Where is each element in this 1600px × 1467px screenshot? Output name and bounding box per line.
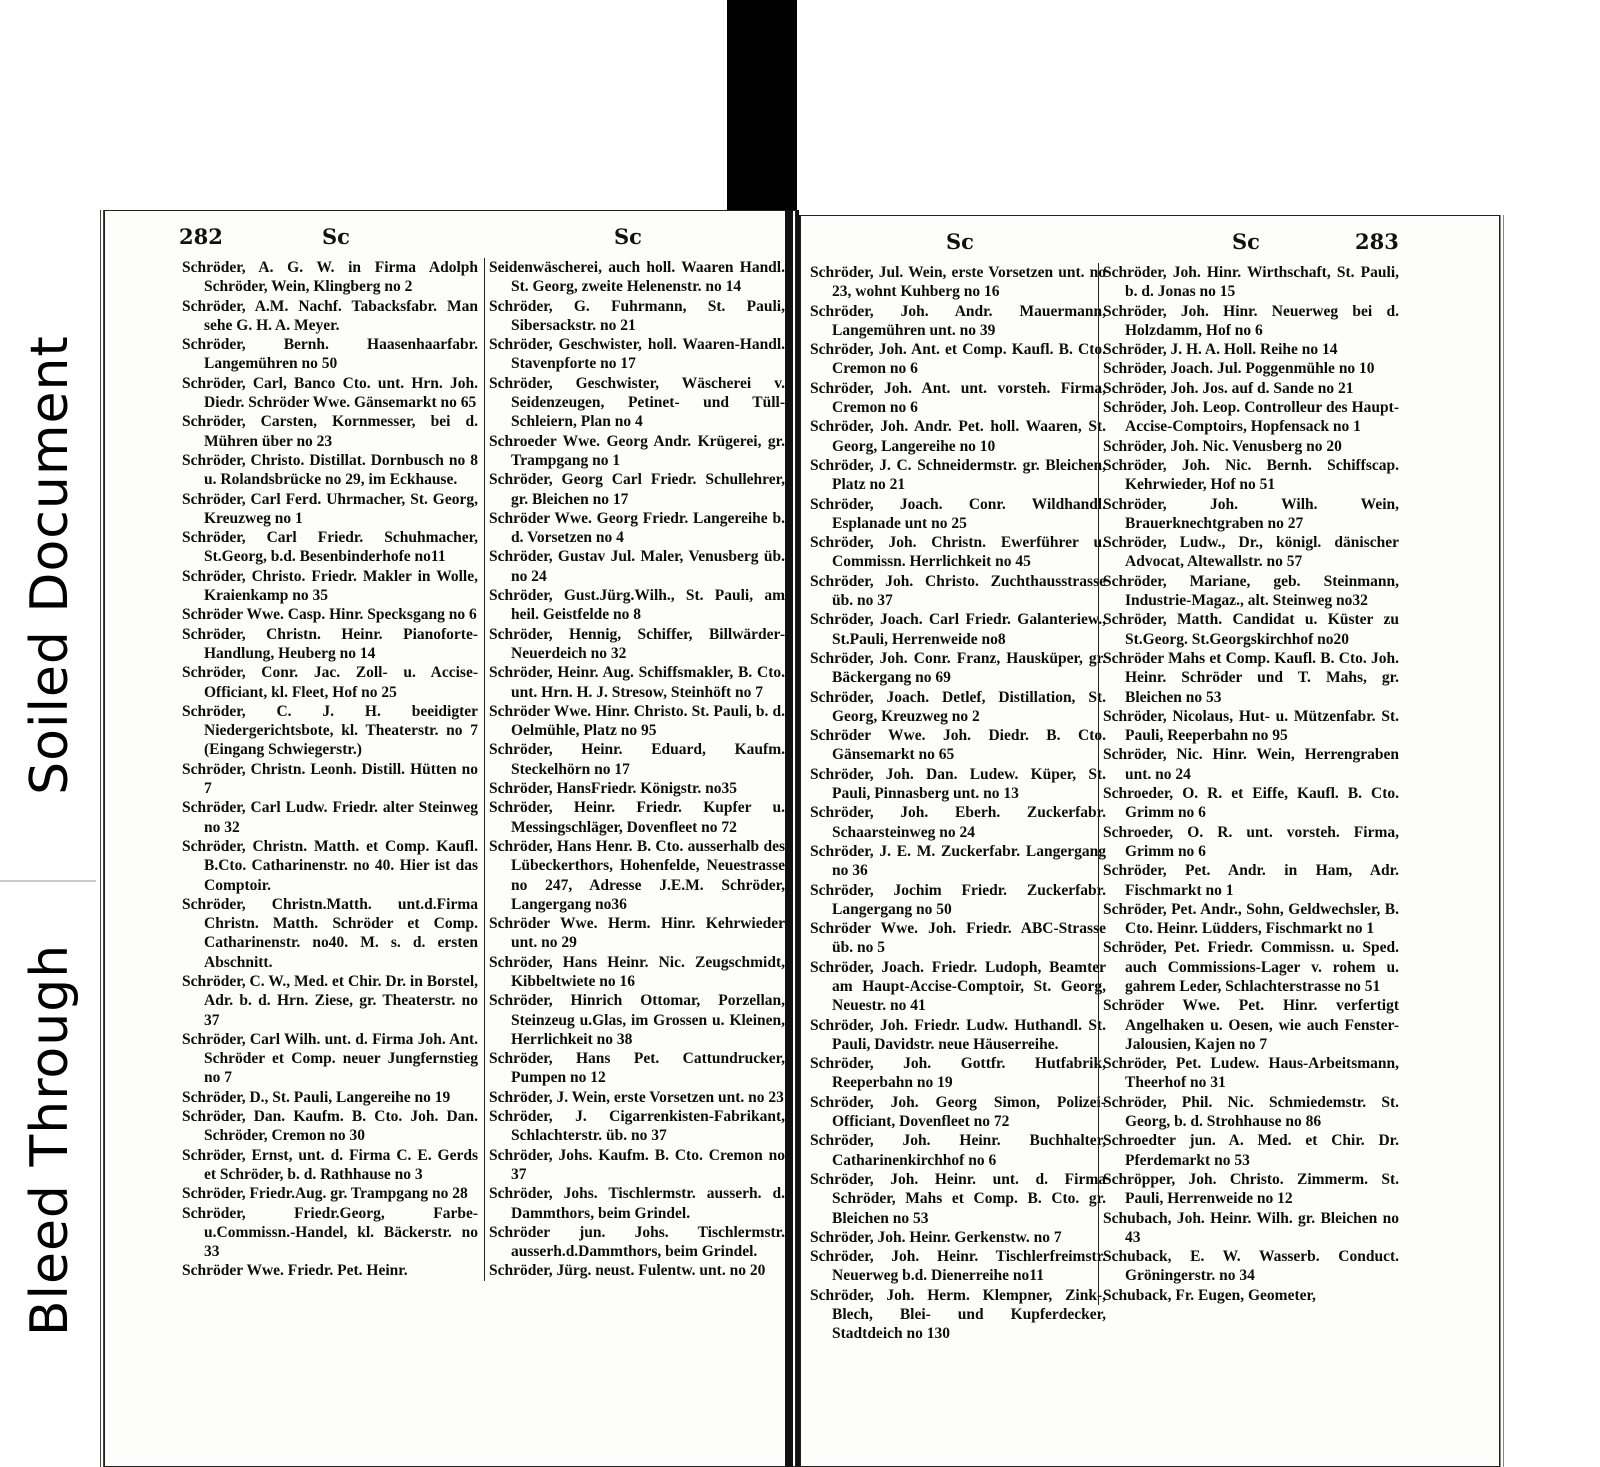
directory-entry: Schröder, Jürg. neust. Fulentw. unt. no 20 [489,1262,766,1280]
directory-entry: Schröder, Joh. Leop. Controlleur des Haupt-Accise-Comptoirs, Hopfensack no 1 [1103,399,1399,436]
directory-entry: Schröder, Pet. Ludew. Haus-Arbeitsmann, Theerhof no 31 [1103,1055,1399,1092]
directory-entry: Schröder, Matth. Candidat u. Küster zu St.Georg. St.Georgskirchhof no20 [1103,611,1399,648]
directory-entry: Schröder, Joh. Andr. Mauermann, Langemühren unt. no 39 [810,302,1106,339]
directory-entry: Schröder, Joh. Heinr. Tischlerfreimstr. Neuerweg b.d. Dienerreihe no11 [810,1248,1106,1285]
directory-entry: Schröder, Joh. Gottfr. Hutfabrik, Reeperbahn no 19 [810,1055,1106,1092]
directory-entry: Schröder Wwe. Hinr. Christo. St. Pauli, b. d. Oelmühle, Platz no 95 [489,702,785,740]
directory-entry: Schröder, Nicolaus, Hut- u. Mützenfabr. St. Pauli, Reeperbahn no 95 [1103,707,1399,745]
directory-entry: Schröder, Carl Ferd. Uhrmacher, St. Georg, Kreuzweg no 1 [182,490,478,527]
directory-entry: Schröder, J. E. M. Zuckerfabr. Langergang no 36 [810,842,1106,880]
directory-entry: Schröder, Carl Friedr. Schuhmacher, St.Georg, b.d. Besenbinderhofe no11 [182,529,478,566]
directory-entry: Schröder Wwe. Pet. Hinr. verfertigt Angelhaken u. Oesen, wie auch Fenster-Jalousien, Kajen no 7 [1103,997,1399,1053]
directory-entry: Schröder, J. Cigarrenkisten-Fabrikant, Schlachterstr. üb. no 37 [489,1108,785,1145]
directory-entry: Schröder, Hans Heinr. Nic. Zeugschmidt, Kibbeltwiete no 16 [489,953,785,990]
right-page [797,215,1504,1467]
directory-entry: Schubach, Joh. Heinr. Wilh. gr. Bleichen no 43 [1103,1209,1399,1246]
directory-entry: Schröder Wwe. Herm. Hinr. Kehrwieder unt. no 29 [489,915,785,952]
directory-entry: Schröder, Joh. Friedr. Ludw. Huthandl. St. Pauli, Davidstr. neue Häuserreihe. [810,1016,1106,1053]
directory-entry: Schröder, G. Fuhrmann, St. Pauli, Sibersackstr. no 21 [489,297,785,334]
directory-entry: Schröder, Mariane, geb. Steinmann, Industrie-Magaz., alt. Steinweg no32 [1103,572,1399,610]
directory-entry: Schröder, Joh. Andr. Pet. holl. Waaren, St. Georg, Langereihe no 10 [810,418,1106,455]
directory-entry: Schröder, HansFriedr. Königstr. no35 [489,780,738,798]
directory-entry: Schröder, Carl Ludw. Friedr. alter Steinweg no 32 [182,799,478,836]
directory-entry: Schröder, Ernst, unt. d. Firma C. E. Gerds et Schröder, b. d. Rathhause no 3 [182,1146,478,1183]
directory-entry: Schröder, Joh. Heinr. unt. d. Firma Schröder, Mahs et Comp. B. Cto. gr. Bleichen no 53 [810,1170,1106,1227]
directory-entry: Schröder, Nic. Hinr. Wein, Herrengraben unt. no 24 [1103,746,1399,783]
right-page-column-1 [810,263,1106,1344]
left-page-header [104,224,796,254]
directory-entry: Seidenwäscherei, auch holl. Waaren Handl. St. Georg, zweite Helenenstr. no 14 [489,259,785,296]
directory-entry: Schröder, Joh. Hinr. Wirthschaft, St. Pauli, b. d. Jonas no 15 [1103,264,1399,301]
running-head-right-1: Sc [946,229,974,254]
directory-entry: Schröder, Christn. Heinr. Pianoforte-Handlung, Heuberg no 14 [182,625,478,662]
directory-entry: Schröder, Jochim Friedr. Zuckerfabr. Langergang no 50 [810,881,1106,918]
directory-entry: Schröder Wwe. Joh. Diedr. B. Cto. Gänsemarkt no 65 [810,727,1106,764]
directory-entry: Schröder, J. C. Schneidermstr. gr. Bleichen, Platz no 21 [810,456,1106,494]
directory-entry: Schroedter jun. A. Med. et Chir. Dr. Pferdemarkt no 53 [1103,1132,1399,1169]
book-spine [727,0,797,210]
directory-entry: Schröder, Joh. Wilh. Wein, Brauerknechtgraben no 27 [1103,495,1399,532]
directory-entry: Schröder, Geschwister, holl. Waaren-Handl. Stavenpforte no 17 [489,336,785,373]
directory-entry: Schröder, Joh. Jos. auf d. Sande no 21 [1103,379,1354,397]
directory-entry: Schröder, Christn. Leonh. Distill. Hütten no 7 [182,760,478,798]
directory-entry: Schröder, D., St. Pauli, Langereihe no 19 [182,1088,451,1106]
running-head-right-2: Sc [1232,229,1260,254]
directory-entry: Schröder, Joh. Heinr. Buchhalter, Catharinenkirchhof no 6 [810,1132,1106,1169]
directory-entry: Schröder, Pet. Andr., Sohn, Geldwechsler, B. Cto. Heinr. Lüdders, Fischmarkt no 1 [1103,900,1399,938]
directory-entry: Schröder, Joh. Eberh. Zuckerfabr. Schaarsteinweg no 24 [810,804,1106,841]
left-page-column-2 [484,258,785,1281]
running-head-left-2: Sc [614,224,642,249]
directory-entry: Schuback, Fr. Eugen, Geometer, [1103,1286,1316,1304]
directory-entry: Schröder, Christo. Distillat. Dornbusch no 8 u. Rolandsbrücke no 29, im Eckhause. [182,451,478,489]
directory-entry: Schuback, E. W. Wasserb. Conduct. Gröningerstr. no 34 [1103,1248,1399,1285]
directory-entry: Schröder, Joh. Christo. Zuchthausstrasse üb. no 37 [810,572,1106,610]
directory-entry: Schröder, Joh. Hinr. Neuerweg bei d. Holzdamm, Hof no 6 [1103,302,1399,339]
directory-entry: Schröder, Joh. Heinr. Gerkenstw. no 7 [810,1228,1062,1246]
directory-entry: Schröder, Joach. Carl Friedr. Galanteriew., St.Pauli, Herrenweide no8 [810,611,1106,648]
book-gutter [785,210,793,1467]
directory-entry: Schröder Wwe. Casp. Hinr. Specksgang no 6 [182,606,477,624]
directory-entry: Schröder, Geschwister, Wäscherei v. Seidenzeugen, Petinet- und Tüll-Schleiern, Plan no 4 [489,374,785,431]
directory-entry: Schröder, Joach. Friedr. Ludoph, Beamter am Haupt-Accise-Comptoir, St. Georg, Neuestr. no 41 [810,958,1106,1015]
directory-entry: Schröder, A. G. W. in Firma Adolph Schröder, Wein, Klingberg no 2 [182,259,478,296]
soiled-document-label: Soiled Document [20,335,80,795]
directory-entry: Schröpper, Joh. Christo. Zimmerm. St. Pauli, Herrenweide no 12 [1103,1170,1399,1208]
directory-entry: Schröder Wwe. Georg Friedr. Langereihe b. d. Vorsetzen no 4 [489,509,785,547]
directory-entry: Schröder, Pet. Friedr. Commissn. u. Sped. auch Commissions-Lager v. rohem u. gahrem Leder, Schlachterstrasse no 51 [1103,939,1399,995]
directory-entry: Schröder, Christn. Matth. et Comp. Kaufl. B.Cto. Catharinenstr. no 40. Hier ist das Comptoir. [182,837,478,894]
directory-entry: Schröder, Pet. Andr. in Ham, Adr. Fischmarkt no 1 [1103,862,1399,899]
directory-entry: Schröder, Johs. Tischlermstr. ausserh. d. Dammthors, beim Grindel. [489,1185,785,1222]
directory-entry: Schröder, Gustav Jul. Maler, Venusberg üb. no 24 [489,548,785,585]
right-page-column-2 [1098,263,1399,1305]
running-head-left-1: Sc [322,224,350,249]
directory-entry: Schröder, Joach. Jul. Poggenmühle no 10 [1103,360,1375,378]
directory-entry: Schröder, Heinr. Aug. Schiffsmakler, B. Cto. unt. Hrn. H. J. Stresow, Steinhöft no 7 [489,664,785,701]
directory-entry: Schröder, Carl Wilh. unt. d. Firma Joh. Ant. Schröder et Comp. neuer Jungfernstieg no 7 [182,1030,478,1087]
directory-entry: Schröder, Joh. Ant. et Comp. Kaufl. B. Cto. Cremon no 6 [810,341,1106,378]
directory-entry: Schröder, Jul. Wein, erste Vorsetzen unt. no 23, wohnt Kuhberg no 16 [810,264,1106,301]
left-page-column-1 [182,258,478,1281]
directory-entry: Schröder, Joh. Nic. Venusberg no 20 [1103,437,1342,455]
directory-entry: Schröder, Carl, Banco Cto. unt. Hrn. Joh. Diedr. Schröder Wwe. Gänsemarkt no 65 [182,374,478,412]
directory-entry: Schröder, Conr. Jac. Zoll- u. Accise-Officiant, kl. Fleet, Hof no 25 [182,664,478,701]
directory-entry: Schröder, Hans Pet. Cattundrucker, Pumpen no 12 [489,1050,785,1087]
directory-entry: Schröder, Georg Carl Friedr. Schullehrer, gr. Bleichen no 17 [489,471,785,508]
directory-entry: Schröder, Joh. Herm. Klempner, Zink-, Blech, Blei- und Kupferdecker, Stadtdeich no 130 [810,1286,1106,1343]
label-divider [0,880,96,882]
directory-entry: Schröder, Joh. Christn. Ewerführer u. Commissn. Herrlichkeit no 45 [810,534,1106,571]
directory-entry: Schröder Wwe. Joh. Friedr. ABC-Strasse üb. no 5 [810,920,1106,957]
directory-entry: Schröder, C. W., Med. et Chir. Dr. in Borstel, Adr. b. d. Hrn. Ziese, gr. Theaterstr. no 37 [182,972,478,1029]
directory-entry: Schroeder, O. R. et Eiffe, Kaufl. B. Cto. Grimm no 6 [1103,785,1399,822]
page-number-left: 282 [179,224,223,249]
directory-entry: Schröder, Hans Henr. B. Cto. ausserhalb des Lübeckerthors, Hohenfelde, Neuestrasse no 247, Adresse J.E.M. Schröder, Langergang no36 [489,837,785,913]
directory-entry: Schröder Mahs et Comp. Kaufl. B. Cto. Joh. Heinr. Schröder und T. Mahs, gr. Bleichen no 53 [1103,649,1399,706]
directory-entry: Schröder, J. Wein, erste Vorsetzen unt. no 23 [489,1088,784,1106]
directory-entry: Schröder, Johs. Kaufm. B. Cto. Cremon no 37 [489,1146,785,1183]
directory-entry: Schröder, Heinr. Friedr. Kupfer u. Messingschläger, Dovenfleet no 72 [489,799,785,836]
directory-entry: Schröder, Christo. Friedr. Makler in Wolle, Kraienkamp no 35 [182,567,478,605]
directory-entry: Schroeder Wwe. Georg Andr. Krügerei, gr. Trampgang no 1 [489,432,785,469]
directory-entry: Schröder, Joh. Dan. Ludew. Küper, St. Pauli, Pinnasberg unt. no 13 [810,765,1106,803]
directory-entry: Schröder, Joh. Georg Simon, Polizei-Officiant, Dovenfleet no 72 [810,1093,1106,1131]
left-page [100,210,799,1467]
directory-entry: Schröder, Heinr. Eduard, Kaufm. Steckelhörn no 17 [489,741,785,778]
directory-entry: Schröder Wwe. Friedr. Pet. Heinr. [182,1262,408,1280]
directory-entry: Schröder, Joh. Nic. Bernh. Schiffscap. Kehrwieder, Hof no 51 [1103,456,1399,494]
directory-entry: Schröder, Friedr.Aug. gr. Trampgang no 28 [182,1185,468,1203]
directory-entry: Schröder, Joach. Detlef, Distillation, St. Georg, Kreuzweg no 2 [810,688,1106,725]
directory-entry: Schröder, J. H. A. Holl. Reihe no 14 [1103,341,1338,359]
directory-entry: Schröder, Joh. Ant. unt. vorsteh. Firma, Cremon no 6 [810,379,1106,417]
directory-entry: Schröder, A.M. Nachf. Tabacksfabr. Man sehe G. H. A. Meyer. [182,297,478,334]
directory-entry: Schröder, Carsten, Kornmesser, bei d. Mühren über no 23 [182,413,478,450]
directory-entry: Schröder, Joach. Conr. Wildhandl. Esplanade unt no 25 [810,495,1106,532]
directory-entry: Schroeder, O. R. unt. vorsteh. Firma, Grimm no 6 [1103,823,1399,860]
directory-entry: Schröder, Gust.Jürg.Wilh., St. Pauli, am heil. Geistfelde no 8 [489,587,785,624]
directory-entry: Schröder, Hinrich Ottomar, Porzellan, Steinzeug u.Glas, im Grossen u. Kleinen, Herrlichkeit no 38 [489,992,785,1048]
directory-entry: Schröder, C. J. H. beeidigter Niedergerichtsbote, kl. Theaterstr. no 7 (Eingang Schwiegerstr.) [182,702,478,759]
directory-entry: Schröder, Ludw., Dr., königl. dänischer Advocat, Altewallstr. no 57 [1103,534,1399,571]
page-number-right: 283 [1355,229,1399,254]
directory-entry: Schröder, Joh. Conr. Franz, Hausküper, gr. Bäckergang no 69 [810,649,1106,687]
side-labels [0,0,100,1467]
directory-entry: Schröder jun. Johs. Tischlermstr. ausserh.d.Dammthors, beim Grindel. [489,1223,785,1261]
right-page-header [800,229,1500,259]
directory-entry: Schröder, Hennig, Schiffer, Billwärder-Neuerdeich no 32 [489,625,785,662]
directory-entry: Schröder, Dan. Kaufm. B. Cto. Joh. Dan. Schröder, Cremon no 30 [182,1108,478,1145]
bleed-through-label: Bleed Through [20,943,80,1337]
directory-entry: Schröder, Friedr.Georg, Farbe-u.Commissn.-Handel, kl. Bäckerstr. no 33 [182,1204,478,1261]
directory-entry: Schröder, Christn.Matth. unt.d.Firma Christn. Matth. Schröder et Comp. Catharinenstr. no40. M. s. d. ersten Abschnitt. [182,895,478,971]
directory-entry: Schröder, Bernh. Haasenhaarfabr. Langemühren no 50 [182,336,478,373]
directory-entry: Schröder, Phil. Nic. Schmiedemstr. St. Georg, b. d. Strohhause no 86 [1103,1093,1399,1131]
